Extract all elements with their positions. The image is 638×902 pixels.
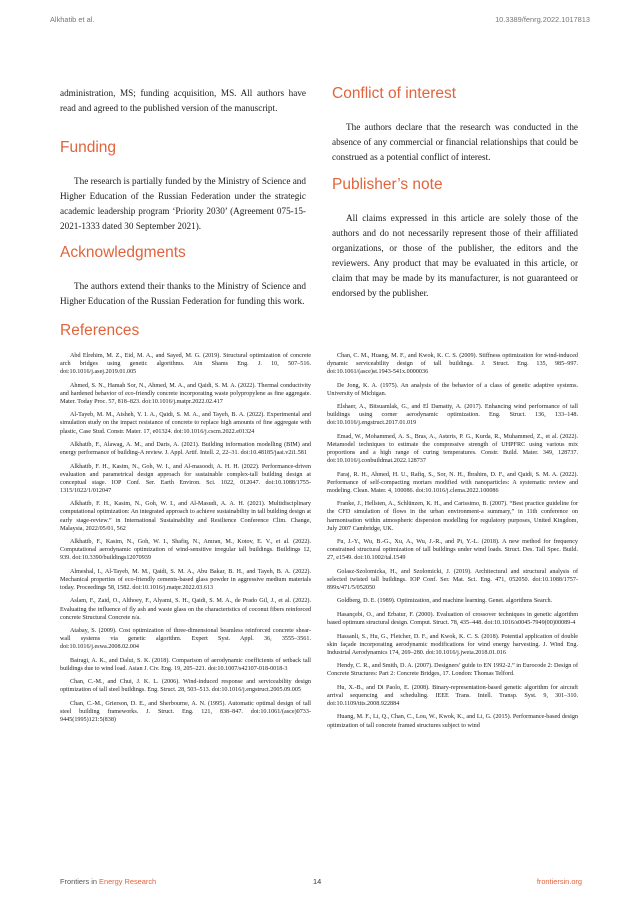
author-contributions-text: administration, MS; funding acquisition, MS. All authors have read and agreed to the published version of the manuscript. xyxy=(60,88,306,113)
publisher-note-body xyxy=(332,211,578,300)
reference-entry: Faraj, R. H., Ahmed, H. U., Rafiq, S., Sor, N. H., Ibrahim, D. F., and Qaidi, S. M. A. (2022). Performance of self-compacting mortars modified with nanoparticles: A systematic review and modeling. Clean. Mater. 4, 100086. doi:10.1016/j.clema.2022.100086 xyxy=(327,471,578,494)
acknowledgments-body xyxy=(60,279,306,309)
reference-entry: Atabay, S. (2009). Cost optimization of three-dimensional beamless reinforced concrete shear-wall systems via genetic algorithm. Expert Syst. Appl. 36, 3555–3561. doi:10.1016/j.eswa.2008.02.004 xyxy=(60,628,311,651)
left-column xyxy=(60,86,306,116)
footer-journal-name: Energy Research xyxy=(99,877,157,886)
reference-entry: Alkhatib, F. H., Kasim, N., Goh, W. I., and Al-masoodi, A. H. H. (2022). Performance-driven evaluation and parametrical design approach for sustainable complex-tall building design at conceptual stage. IOP Conf. Ser. Earth Environ. Sci. 1022, 012047. doi:10.1088/1755-1315/1022/1/012047 xyxy=(60,463,311,494)
footer-journal-prefix: Frontiers in xyxy=(60,877,100,886)
reference-entry: Emad, W., Mohammed, A. S., Bras, A., Asteris, P. G., Kurda, R., Muhammed, Z., et al. (2022). Metamodel techniques to estimate the compressive strength of UHPFRC using various mix proportions and a high range of curing temperatures. Constr. Build. Mater. 349, 128737. doi:10.1016/j.conbuildmat.2022.128737 xyxy=(327,433,578,465)
reference-entry: Goldberg, D. E. (1989). Optimization, and machine learning. Genet. algorithms Search. xyxy=(337,598,553,605)
funding-section xyxy=(60,139,306,157)
reference-entry: Hassanli, S., Hu, G., Fletcher, D. F., and Kwok, K. C. S. (2018). Potential application of double skin façade incorporating aerodynamic modifications for wind energy harvesting. J. Wind Eng. Industrial Aerodynamics 174, 269–280. doi:10.1016/j.jweia.2018.01.016 xyxy=(327,633,578,656)
reference-entry: Abd Elrehim, M. Z., Eid, M. A., and Sayed, M. G. (2019). Structural optimization of concrete arch bridges using genetic algorithms. Ain Shams Eng. J. 10, 507–516. doi:10.1016/j.asej.2019.01.005 xyxy=(60,353,311,376)
conflict-section xyxy=(332,85,578,103)
reference-entry: Chan, C.-M., and Chui, J. K. L. (2006). Wind-induced response and serviceability design optimization of tall steel buildings. Eng. Struct. 28, 503–513. doi:10.1016/j.engstruct.2005.09.005 xyxy=(60,679,311,694)
reference-entry: De Jong, K. A. (1975). An analysis of the behavior of a class of genetic adaptive systems. University of Michigan. xyxy=(327,382,578,397)
conflict-heading: Conflict of interest xyxy=(332,85,457,102)
page-number: 14 xyxy=(313,877,322,886)
references-right-column xyxy=(327,352,578,735)
reference-entry: Fu, J.-Y., Wu, B.-G., Xu, A., Wu, J.-R., and Pi, Y.-L. (2018). A new method for frequency constrained structural optimization of tall buildings under wind loads. Struct. Des. Tall Spec. Build. 27, e1549. doi:10.1002/tal.1549 xyxy=(327,539,578,562)
reference-entry: Huang, M. F., Li, Q., Chan, C., Lou, W., Kwok, K., and Li, G. (2015). Performance-based design optimization of tall concrete framed structures subject to wind xyxy=(327,714,578,729)
references-heading: References xyxy=(60,322,140,339)
reference-entry: Bairagi, A. K., and Dalui, S. K. (2018). Comparison of aerodynamic coefficients of setback tall buildings due to wind load. Asian J. Civ. Eng. 19, 205–221. doi:10.1007/s42107-018-0018-3 xyxy=(60,657,311,672)
acknowledgments-heading: Acknowledgments xyxy=(60,244,186,261)
reference-entry: Al-Tayeb, M. M., Aisheh, Y. I. A., Qaidi, S. M. A., and Tayeh, B. A. (2022). Experimental and simulation study on the impact resistance of concrete to replace high amounts of fine aggregate with plastic, Case Stud. Constr. Mater. 17, e01324. doi:10.1016/j.cscm.2022.e01324 xyxy=(60,412,311,435)
reference-entry: Chan, C.-M., Grierson, D. E., and Sherbourne, A. N. (1995). Automatic optimal design of tall steel building frameworks. J. Struct. Eng. 121, 838–847. doi:10.1061/(asce)0733-9445(1995)121:5(838) xyxy=(60,700,311,724)
reference-entry: Alkhatib, F., Alawag, A. M., and Daris, A. (2021). Building information modelling (BIM) and energy performance of building-A review. J. Appl. Artif. Intell. 2, 22–31. doi:10.48185/jaai.v2i1.581 xyxy=(60,442,311,457)
publisher-note-section xyxy=(332,176,578,194)
acknowledgments-text: The authors extend their thanks to the Ministry of Science and Higher Education of the Russian Federation for funding this work. xyxy=(60,281,306,306)
funding-text: The research is partially funded by the Ministry of Science and Higher Education of the Russian Federation under the strategic academic leadership program ‘Priority 2030’ (Agreement 075-15-2021-1333 dated 30 September 2021). xyxy=(60,176,306,231)
running-header-authors: Alkhatib et al. xyxy=(50,15,95,24)
references-section xyxy=(60,322,360,340)
reference-entry: Chan, C. M., Huang, M. F., and Kwok, K. C. S. (2009). Stiffness optimization for wind-induced dynamic serviceability design of tall buildings. J. Struct. Eng. 135, 985–997. doi:10.1061/(asce)st.1943-541x.0000036 xyxy=(327,353,578,376)
publisher-note-heading: Publisher’s note xyxy=(332,176,443,193)
reference-entry: Hendy, C. R., and Smith, D. A. (2007). Designers’ guide to EN 1992-2.” in Eurocode 2: Design of Concrete Structures: Part 2: Concrete Bridges, 17. London: Thomas Telford. xyxy=(327,663,578,678)
reference-entry: Golasz-Szolomicka, H., and Szolomicki, J. (2019). Architectural and structural analysis of selected twisted tall buildings. IOP Conf. Ser. Mat. Sci. Eng. 471, 052050. doi:10.1088/1757-899x/471/5/052050 xyxy=(327,568,578,591)
footer-website: frontiersin.org xyxy=(536,877,582,886)
reference-entry: Franke, J., Hellsten, A., Schlünzen, K. H., and Carissimo, B. (2007). “Best practice guideline for the CFD simulation of flows in the urban environment-a summary,” in 11th conference on harmonisation within atmospheric dispersion modelling for regulatory purposes, United Kingdom, July 2007 Cambridge, UK. xyxy=(327,501,578,532)
references-left-column xyxy=(60,352,311,730)
reference-entry: Alkhatib, F. H., Kasim, N., Goh, W. I., and Al-Masudi, A. A. H. (2021). Multidisciplinary computational optimization: An integrated approach to achieve sustainability in tall building design at early stage-review.” in International Sustainability and Resilience Conference Clim. Change, Malaysia, 2022/05/01, 562 xyxy=(60,501,311,532)
running-header-doi: 10.3389/fenrg.2022.1017813 xyxy=(495,15,590,24)
reference-entry: Aslam, F., Zaid, O., Althoey, F., Alyami, S. H., Qaidi, S. M. A., de Prado Gil, J., et al. (2022). Evaluating the influence of fly ash and waste glass on the characteristics of coconut fibers reinforced concrete Structural Concrete n/a. xyxy=(60,598,311,621)
reference-entry: Hasançebi, O., and Erbatur, F. (2000). Evaluation of crossover techniques in genetic algorithm based optimum structural design. Comput. Struct. 78, 435–448. doi:10.1016/s0045-7949(00)00089-4 xyxy=(327,611,578,627)
funding-body xyxy=(60,174,306,234)
conflict-body xyxy=(332,120,578,165)
reference-entry: Hu, X.-B., and Di Paolo, E. (2008). Binary-representation-based genetic algorithm for aircraft arrival sequencing and scheduling. IEEE Trans. Intell. Transp. Syst. 9, 301–310. doi:10.1109/tits.2008.922884 xyxy=(327,684,578,707)
reference-entry: Almeshal, I., Al-Tayeb, M. M., Qaidi, S. M. A., Abu Bakar, B. H., and Tayeh, B. A. (2022). Mechanical properties of eco-friendly cements-based glass powder in aggressive medium materials today. Proceedings 58, 1582. doi:10.1016/j.matpr.2022.03.613 xyxy=(60,568,311,591)
conflict-text: The authors declare that the research was conducted in the absence of any commercial or financial relationships that could be construed as a potential conflict of interest. xyxy=(332,122,578,162)
reference-entry: Elshaer, A., Bitsuamlak, G., and El Damatty, A. (2017). Enhancing wind performance of tall buildings using corner aerodynamic optimization. Eng. Struct. 136, 133–148. doi:10.1016/j.engstruct.2017.01.019 xyxy=(327,404,578,427)
acknowledgments-section xyxy=(60,244,306,262)
funding-heading: Funding xyxy=(60,139,117,156)
footer-journal xyxy=(60,877,156,886)
reference-entry: Ahmed, S. N., Hamah Sor, N., Ahmed, M. A., and Qaidi, S. M. A. (2022). Thermal conductivity and hardened behavior of eco-friendly concrete incorporating waste polypropylene as fine aggregate. Mater. Today Proc. 57, 818–823. doi:10.1016/j.matpr.2022.02.417 xyxy=(60,382,311,405)
publisher-note-text: All claims expressed in this article are solely those of the authors and do not necessarily represent those of their affiliated organizations, or those of the publisher, the editors and the reviewers. Any product that may be evaluated in this article, or claim that may be made by its manufacturer, is not guaranteed or endorsed by the publisher. xyxy=(332,213,578,298)
reference-entry: Alkhatib, F., Kasim, N., Goh, W. I., Shafiq, N., Amran, M., Kotov, E. V., et al. (2022). Computational aerodynamic optimization of wind-sensitive irregular tall buildings. Buildings 12, 939. doi:10.3390/buildings12070939 xyxy=(60,539,311,562)
